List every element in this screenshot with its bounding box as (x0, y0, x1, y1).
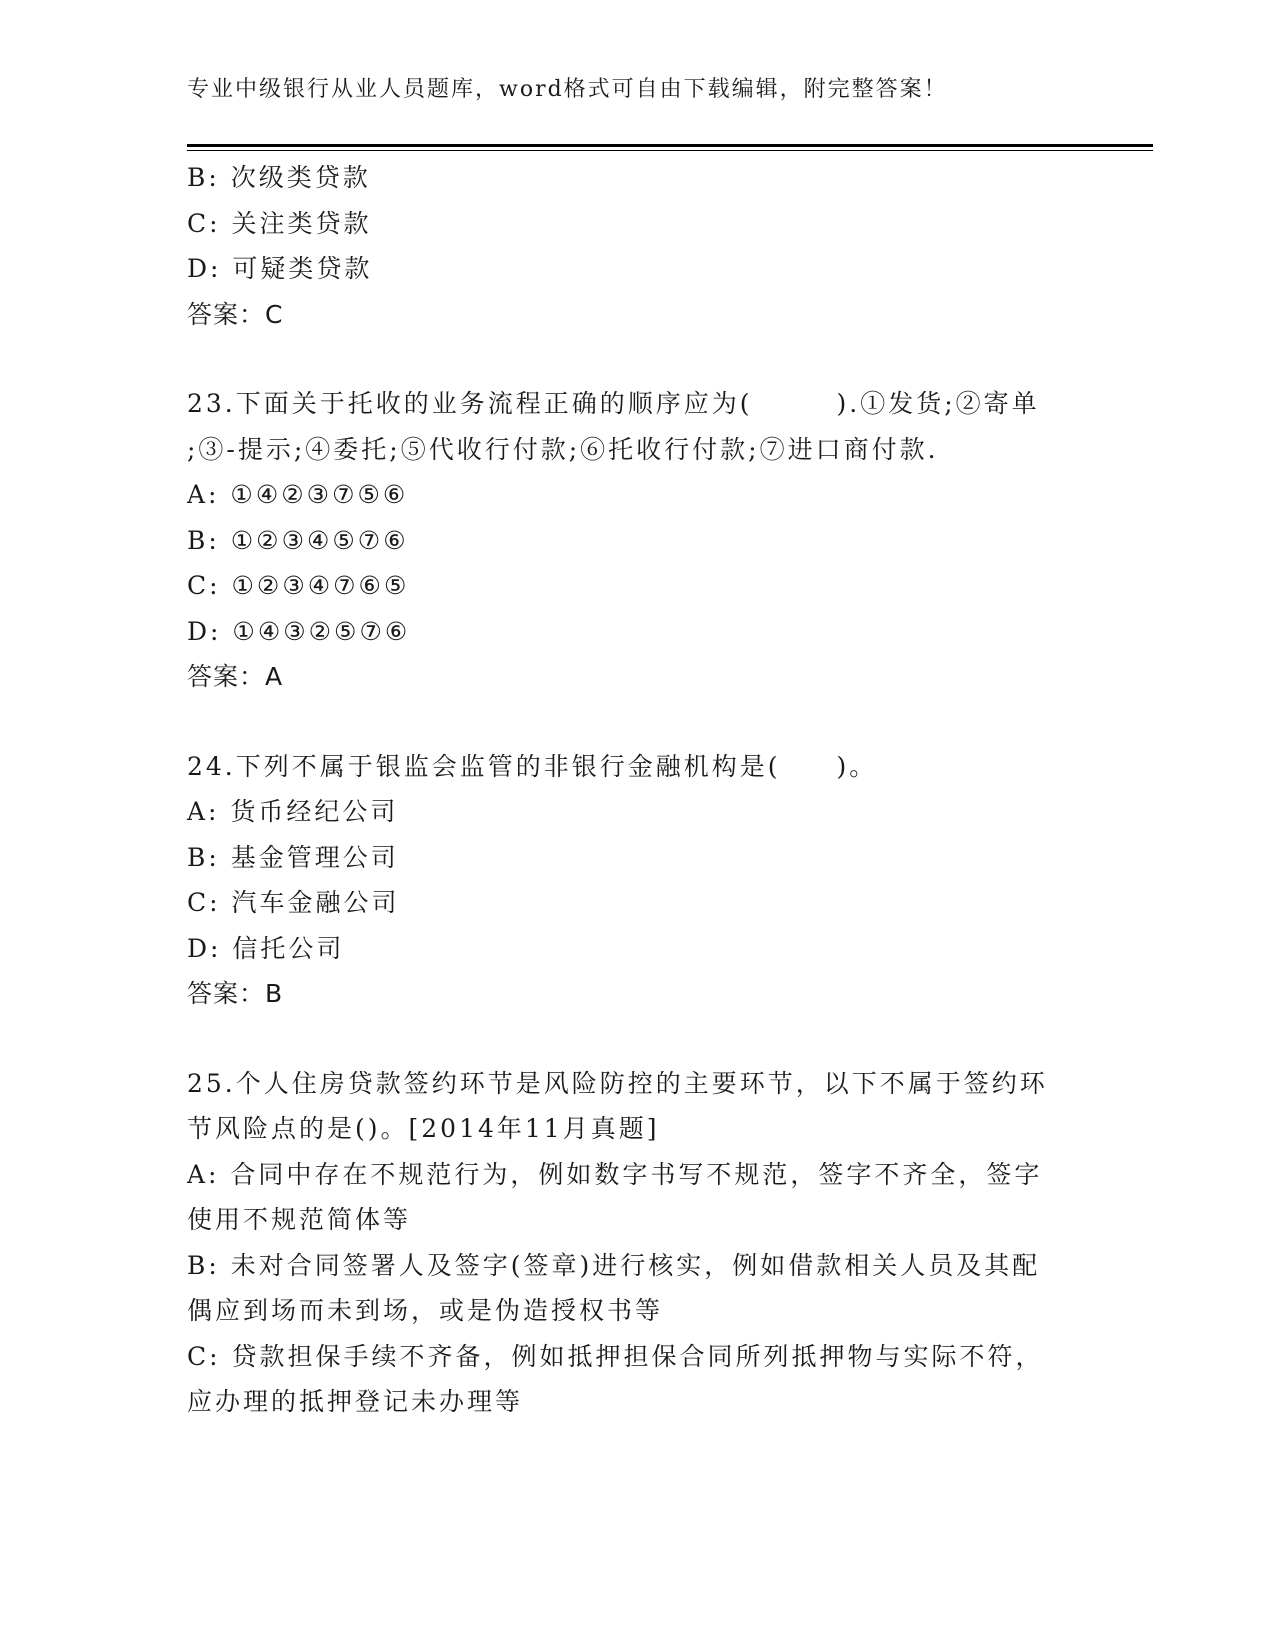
question-22-continuation (187, 155, 1087, 337)
option-d: D: 可疑类贷款 (187, 254, 373, 283)
option-c: C: 贷款担保手续不齐备，例如抵押担保合同所列抵押物与实际不符， (187, 1341, 1044, 1371)
option-c: C: 关注类贷款 (187, 208, 372, 238)
spacer (187, 337, 1087, 381)
option-b: B: 未对合同签署人及签字(签章)进行核实，例如借款相关人员及其配 (187, 1250, 1041, 1280)
question-text: 节风险点的是()。[2014年11月真题] (187, 1114, 660, 1143)
answer-line: 答案：A (187, 662, 284, 691)
question-25 (187, 1061, 1087, 1425)
question-text: 24.下列不属于银监会监管的非银行金融机构是( )。 (187, 751, 878, 781)
option-c: C: ①②③④⑦⑥⑤ (187, 571, 410, 600)
answer-line: 答案：C (187, 299, 284, 329)
option-c-continued: 应办理的抵押登记未办理等 (187, 1387, 524, 1416)
option-c: C: 汽车金融公司 (187, 888, 400, 917)
option-a: A: 合同中存在不规范行为，例如数字书写不规范，签字不齐全，签字 (187, 1159, 1043, 1189)
answer-line: 答案：B (187, 979, 284, 1008)
question-24 (187, 744, 1087, 1017)
question-23 (187, 381, 1087, 700)
question-text: 23.下面关于托收的业务流程正确的顺序应为( ).①发货;②寄单 (187, 389, 1040, 418)
document-body (187, 155, 1087, 1425)
page-header-text: 专业中级银行从业人员题库，word格式可自由下载编辑，附完整答案！ (187, 77, 948, 102)
option-a-continued: 使用不规范简体等 (187, 1205, 412, 1234)
question-text: 25.个人住房贷款签约环节是风险防控的主要环节，以下不属于签约环 (187, 1068, 1048, 1098)
spacer (187, 1017, 1087, 1061)
option-d: D: ①④③②⑤⑦⑥ (187, 616, 411, 646)
option-b: B: 基金管理公司 (187, 842, 399, 872)
question-text: ;③-提示;④委托;⑤代收行付款;⑥托收行付款;⑦进口商付款. (187, 434, 939, 464)
option-a: A: 货币经纪公司 (187, 797, 399, 826)
option-b: B: 次级类贷款 (187, 163, 371, 192)
option-a: A: ①④②③⑦⑤⑥ (187, 480, 409, 509)
option-d: D: 信托公司 (187, 933, 345, 963)
header-rule-thick (187, 144, 1153, 147)
header-rule-thin (187, 150, 1153, 151)
spacer (187, 700, 1087, 744)
option-b-continued: 偶应到场而未到场，或是伪造授权书等 (187, 1296, 664, 1325)
option-b: B: ①②③④⑤⑦⑥ (187, 525, 409, 555)
